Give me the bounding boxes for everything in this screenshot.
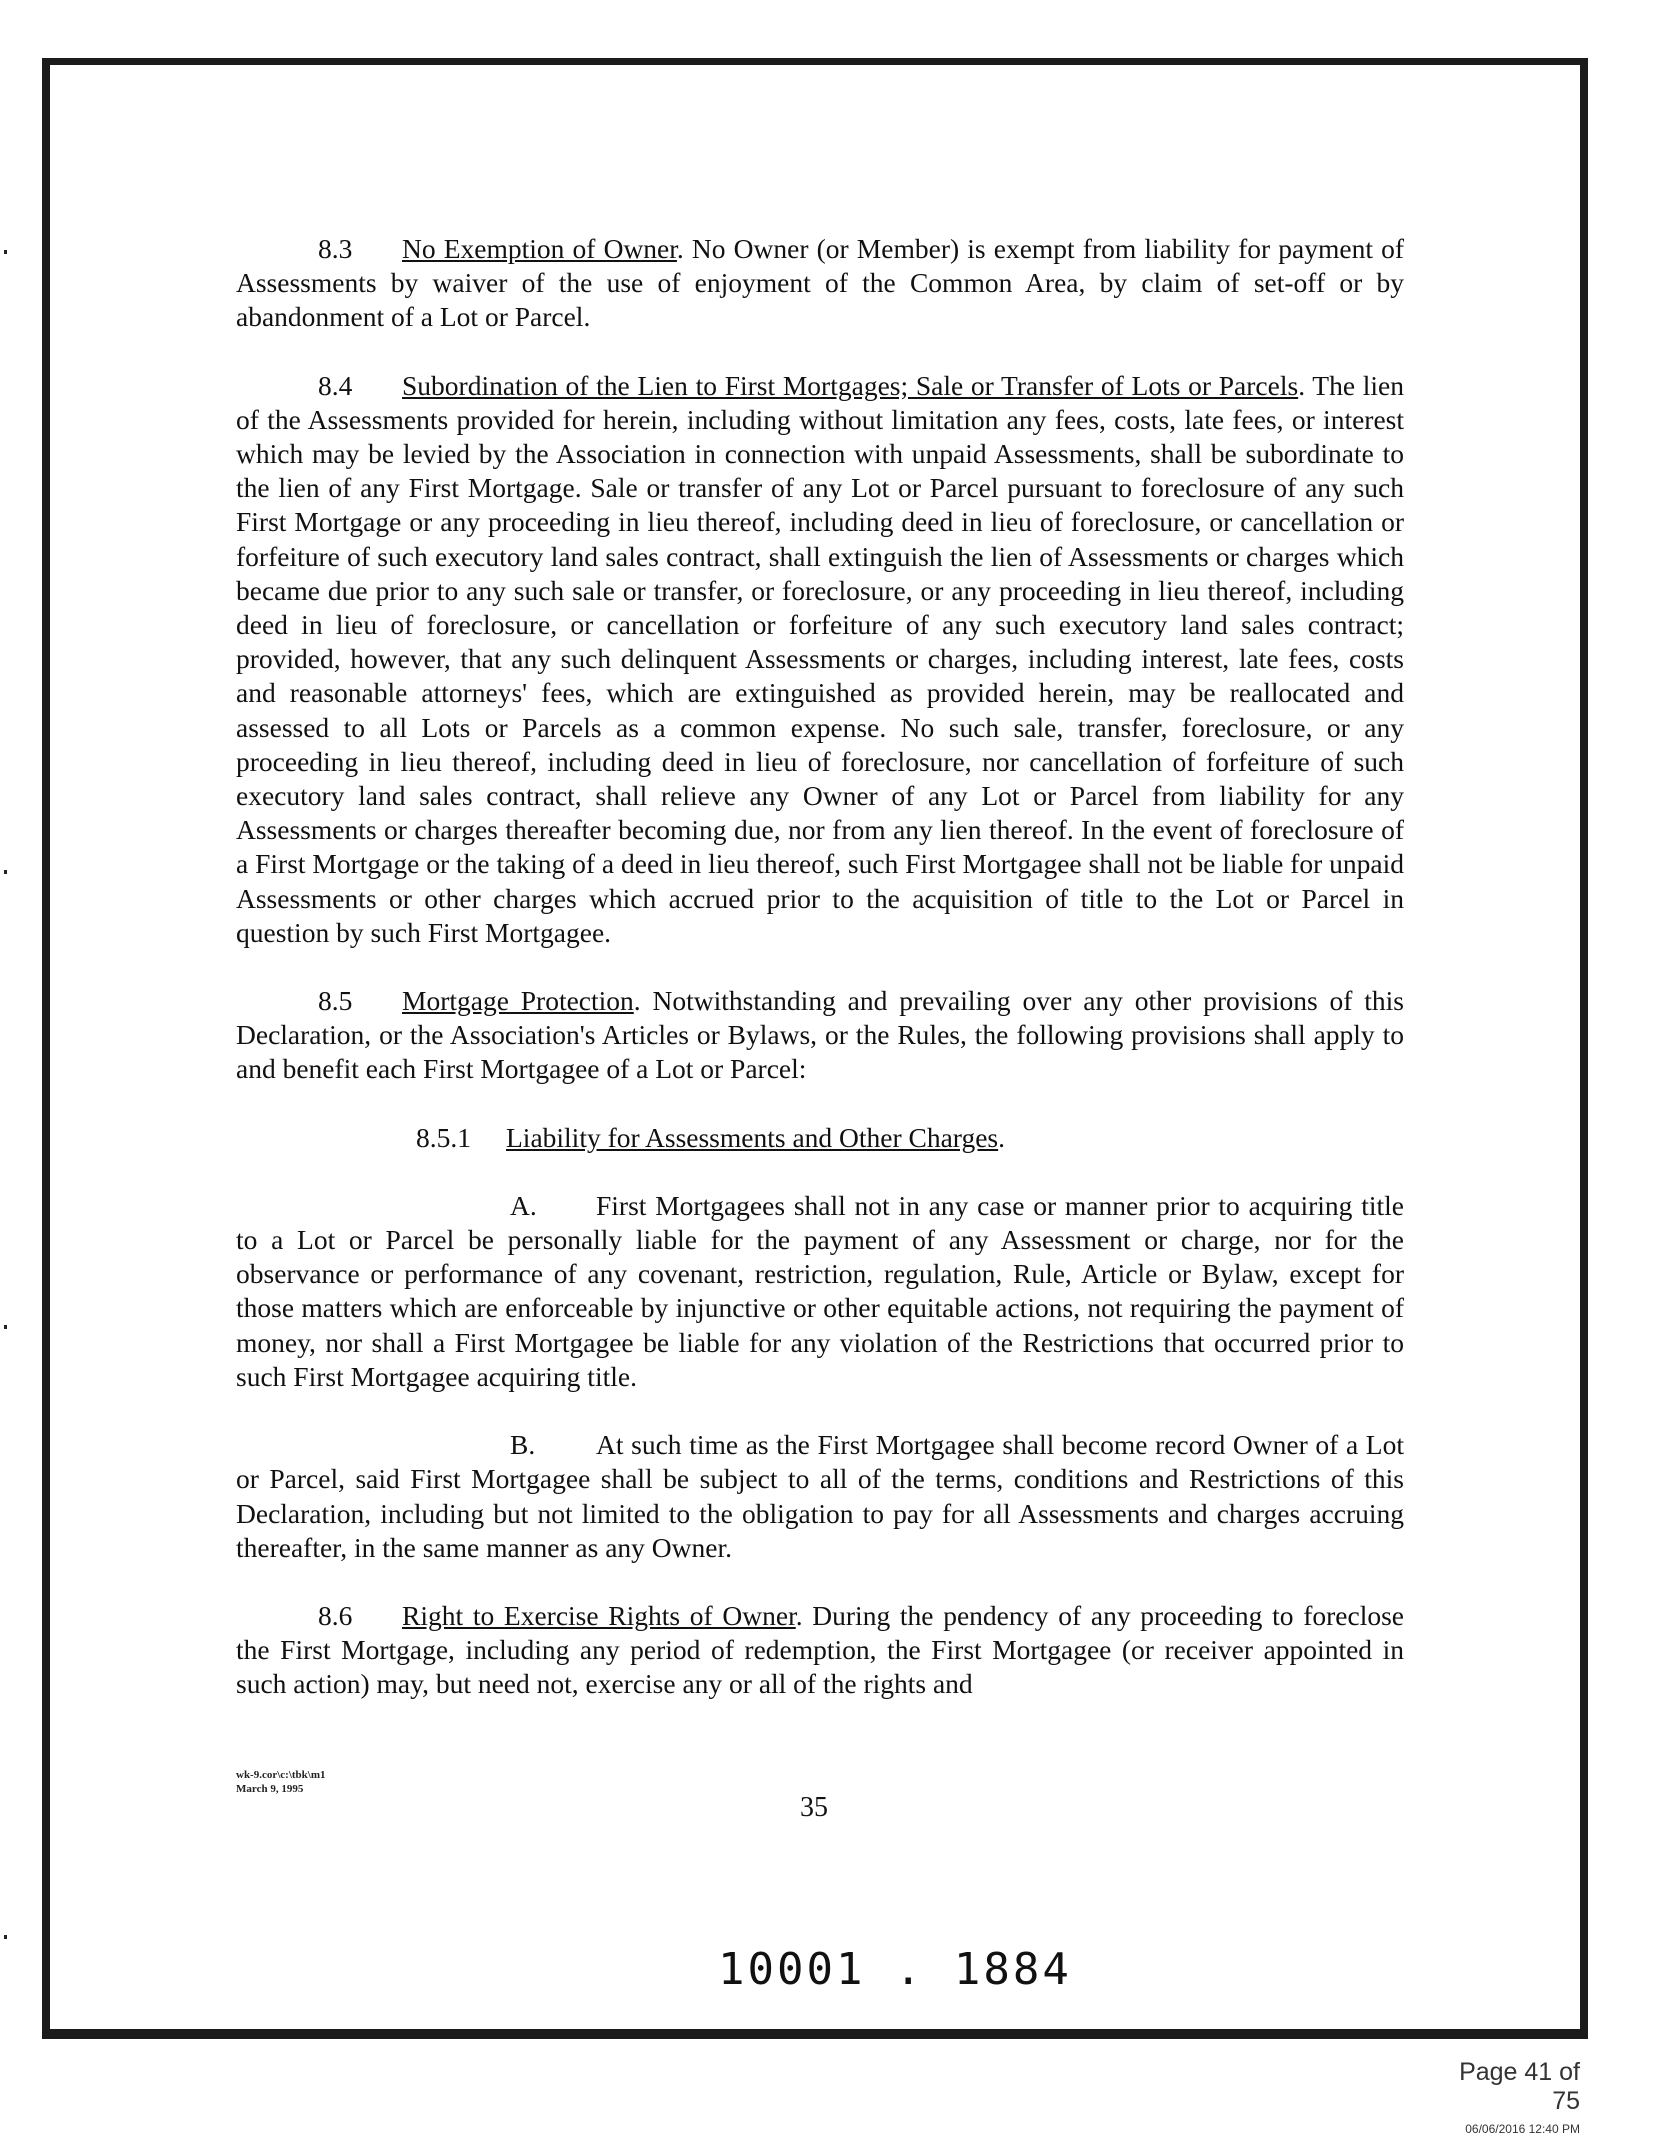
- section-heading: No Exemption of Owner: [402, 233, 677, 264]
- scan-mark: [4, 870, 7, 874]
- section-8-3: [236, 232, 1404, 335]
- section-text: . Notwithstanding and prevailing over any other provisions of this Declaration, or the Association's Articles or Bylaws, or the Rules, the following provisions shall apply to and benefit each First Mortgagee of a Lot or Parcel:: [236, 985, 1404, 1085]
- page-count: Page 41 of 75: [1459, 2058, 1580, 2115]
- recording-stamp: 10001 . 1884: [718, 1944, 1072, 1995]
- section-8-6: [236, 1599, 1404, 1702]
- section-number: 8.5: [318, 985, 353, 1017]
- section-number: 8.6: [318, 1599, 353, 1631]
- section-number: 8.4: [318, 369, 353, 401]
- section-heading: Subordination of the Lien to First Mortgages; Sale or Transfer of Lots or Parcels: [402, 369, 1299, 401]
- section-heading: Liability for Assessments and Other Charges: [506, 1121, 999, 1153]
- footer-reference: [236, 1768, 326, 1796]
- section-text: . During the pendency of any proceeding to foreclose the First Mortgage, including any period of redemption, the First Mortgagee (or receiver appointed in such action) may, but need not, exercise any or all of the rights and: [236, 1599, 1404, 1700]
- page-info: [1450, 2058, 1580, 2136]
- section-8-5-1: [416, 1121, 1404, 1155]
- section-8-4: [236, 369, 1404, 950]
- section-number: 8.3: [318, 233, 353, 264]
- scan-mark: [4, 250, 7, 254]
- item-text: First Mortgagees shall not in any case or manner prior to acquiring title to a Lot or Parcel be personally liable for the payment of any Assessment or charge, nor for the observance or performance of any covenant, restriction, regulation, Rule, Article or Bylaw, except for those matters which are enforceable by injunctive or other equitable actions, not requiring the payment of money, nor shall a First Mortgagee be liable for any violation of the Restrictions that occurred prior to such First Mortgagee acquiring title.: [236, 1189, 1404, 1392]
- section-trail: .: [998, 1121, 1006, 1153]
- item-b: [236, 1428, 1404, 1565]
- item-label: B.: [510, 1429, 536, 1461]
- item-text: At such time as the First Mortgagee shall become record Owner of a Lot or Parcel, said First Mortgagee shall be subject to all of the terms, conditions and Restrictions of this Declaration, including but not limited to the obligation to pay for all Assessments and charges accruing thereafter, in the same manner as any Owner.: [236, 1429, 1404, 1563]
- scan-mark: [4, 1935, 7, 1939]
- section-heading: Right to Exercise Rights of Owner: [402, 1599, 796, 1631]
- section-text: . The lien of the Assessments provided for herein, including without limitation any fees, costs, late fees, or interest which may be levied by the Association in connection with unpaid Assessments, shall be subordinate to the lien of any First Mortgage. Sale or transfer of any Lot or Parcel pursuant to foreclosure of any such First Mortgage or any proceeding in lieu thereof, including deed in lieu of foreclosure, or cancellation or forfeiture of such executory land sales contract, shall extinguish the lien of Assessments or charges which became due prior to any such sale or transfer, or foreclosure, or any proceeding in lieu thereof, including deed in lieu of foreclosure, or cancellation or forfeiture of any such executory land sales contract; provided, however, that any such delinquent Assessments or charges, including interest, late fees, costs and reasonable attorneys' fees, which are extinguished as provided herein, may be reallocated and assessed to all Lots or Parcels as a common expense. No such sale, transfer, foreclosure, or any proceeding in lieu thereof, including deed in lieu of foreclosure, nor cancellation of forfeiture of such executory land sales contract, shall relieve any Owner of any Lot or Parcel from liability for any Assessments or charges thereafter becoming due, nor from any lien thereof. In the event of foreclosure of a First Mortgage or the taking of a deed in lieu thereof, such First Mortgagee shall not be liable for unpaid Assessments or other charges which accrued prior to the acquisition of title to the Lot or Parcel in question by such First Mortgagee.: [236, 369, 1404, 948]
- file-reference: wk-9.cor\c:\tbk\m1: [236, 1769, 326, 1781]
- section-text: . No Owner (or Member) is exempt from liability for payment of Assessments by waiver of the use of enjoyment of the Common Area, by claim of set-off or by abandonment of a Lot or Parcel.: [236, 233, 1404, 333]
- item-label: A.: [510, 1189, 537, 1221]
- item-a: [236, 1189, 1404, 1394]
- scan-mark: [4, 1325, 7, 1329]
- section-8-5: [236, 984, 1404, 1087]
- page-number: 35: [800, 1792, 828, 1823]
- section-number: 8.5.1: [416, 1121, 471, 1153]
- print-timestamp: 06/06/2016 12:40 PM: [1465, 2122, 1580, 2136]
- document-date: March 9, 1995: [236, 1783, 304, 1795]
- document-body: [236, 232, 1404, 1736]
- section-heading: Mortgage Protection: [402, 985, 634, 1017]
